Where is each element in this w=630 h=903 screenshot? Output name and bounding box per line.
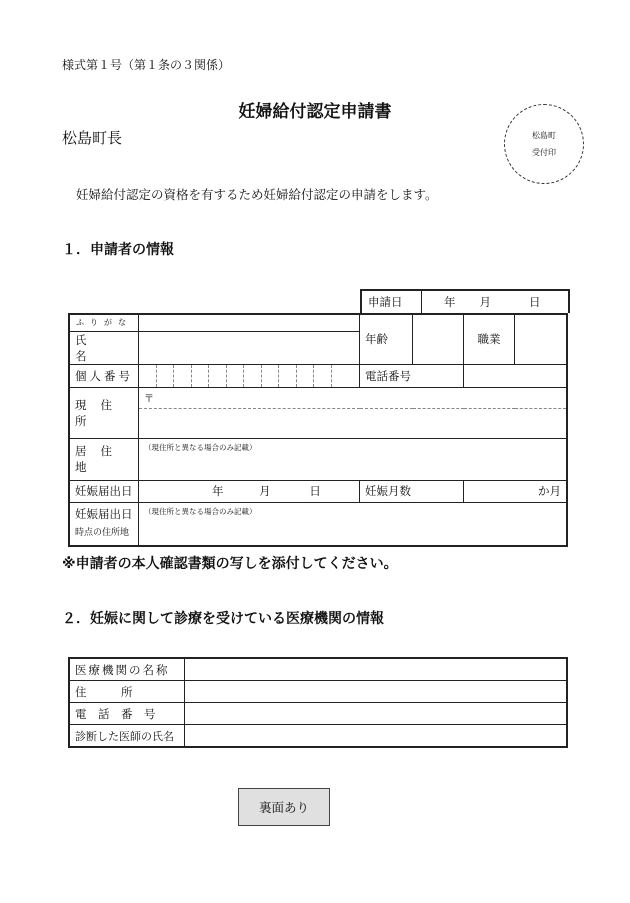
current-address-field[interactable] xyxy=(139,408,568,438)
name-field[interactable] xyxy=(139,331,360,364)
age-label: 年齢 xyxy=(360,314,413,364)
reception-stamp-circle xyxy=(504,104,584,184)
page-title: 妊婦給付認定申請書 xyxy=(238,102,392,122)
application-date-label: 申請日 xyxy=(362,291,422,313)
application-date-box xyxy=(360,289,570,313)
current-address-label: 現住所 xyxy=(69,387,139,438)
pregnancy-months-label: 妊娠月数 xyxy=(360,480,464,502)
furigana-field[interactable] xyxy=(139,314,360,331)
institution-phone-label: 電 話 番 号 xyxy=(69,703,185,725)
residence-hint: （現住所と異なる場合のみ記載） xyxy=(144,442,257,452)
personal-number-label: 個人番号 xyxy=(69,364,139,387)
application-year: 年 xyxy=(444,295,456,309)
institution-name-label: 医療機関の名称 xyxy=(69,658,185,681)
residence-field[interactable] xyxy=(139,438,568,480)
institution-address-label: 住 所 xyxy=(69,681,185,703)
institution-phone-field[interactable] xyxy=(185,703,568,725)
application-month: 月 xyxy=(479,295,491,309)
phone-field[interactable] xyxy=(464,364,568,387)
report-address-field[interactable] xyxy=(139,502,568,546)
postal-mark: 〒 xyxy=(144,393,154,405)
pregnancy-months-field[interactable] xyxy=(464,480,568,502)
age-field[interactable] xyxy=(413,314,464,364)
applicant-table xyxy=(68,313,568,547)
doctor-name-field[interactable] xyxy=(185,725,568,748)
report-year: 年 xyxy=(212,484,224,498)
section2-heading: ２．妊娠に関して診療を受けている医療機関の情報 xyxy=(62,611,384,627)
intro-text: 妊婦給付認定の資格を有するため妊婦給付認定の申請をします。 xyxy=(76,187,438,202)
report-address-label-line1: 妊娠届出日 xyxy=(75,506,133,521)
report-day: 日 xyxy=(309,484,321,498)
months-unit: か月 xyxy=(538,484,561,498)
addressee: 松島町長 xyxy=(62,129,123,147)
furigana-label: ふりがな xyxy=(69,314,139,331)
phone-label: 電話番号 xyxy=(360,364,464,387)
back-side-button[interactable]: 裏面あり xyxy=(238,788,330,826)
application-day: 日 xyxy=(529,295,541,309)
residence-label: 居住地 xyxy=(69,438,139,480)
report-address-label xyxy=(69,502,139,546)
pregnancy-report-date-field[interactable] xyxy=(139,480,360,502)
occupation-field[interactable] xyxy=(515,314,568,364)
report-month: 月 xyxy=(259,484,271,498)
report-address-label-line2: 時点の住所地 xyxy=(75,527,130,538)
stamp-town: 松島町 xyxy=(532,131,556,140)
personal-number-field[interactable] xyxy=(139,364,360,387)
id-document-notice: ※申請者の本人確認書類の写しを添付してください。 xyxy=(62,556,398,572)
form-reference: 様式第１号（第１条の３関係） xyxy=(62,58,231,72)
institution-address-field[interactable] xyxy=(185,681,568,703)
stamp-label: 受付印 xyxy=(532,148,556,157)
section1-heading: １．申請者の情報 xyxy=(62,242,174,258)
name-label: 氏 名 xyxy=(69,331,139,364)
pregnancy-report-date-label: 妊娠届出日 xyxy=(69,480,139,502)
occupation-label: 職業 xyxy=(464,314,515,364)
medical-institution-table xyxy=(68,657,568,748)
report-address-hint: （現住所と異なる場合のみ記載） xyxy=(144,506,257,516)
doctor-name-label: 診断した医師の氏名 xyxy=(69,725,185,748)
institution-name-field[interactable] xyxy=(185,658,568,681)
postal-code-field[interactable] xyxy=(139,387,568,408)
